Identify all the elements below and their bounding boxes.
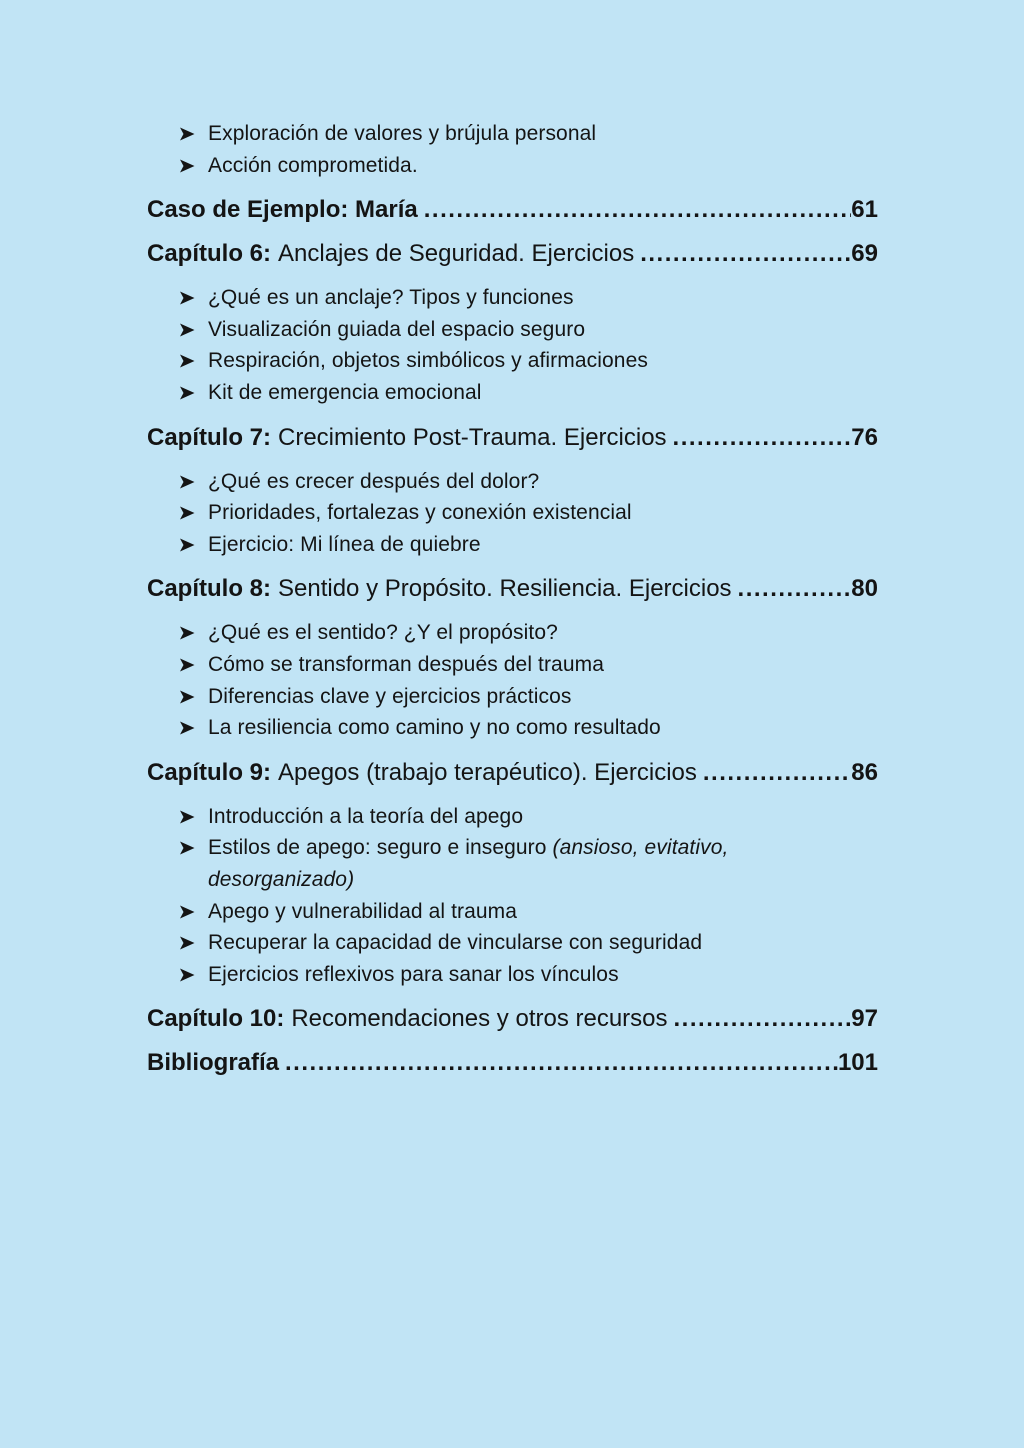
toc-entry-chapter-6	[147, 238, 878, 270]
toc-entry-chapter-9	[147, 757, 878, 789]
bullet-text: Introducción a la teoría del apego	[208, 804, 524, 828]
bullet-text-continuation: desorganizado)	[208, 867, 355, 891]
page-number: 101	[837, 1049, 878, 1077]
chapter-title: Anclajes de Seguridad. Ejercicios	[278, 240, 635, 268]
toc-entry-case-example	[147, 194, 878, 226]
page-number: 80	[851, 575, 878, 603]
arrow-bullet-icon	[179, 506, 195, 520]
toc-entry-chapter-8	[147, 573, 878, 605]
bullet-text: Cómo se transforman después del trauma	[208, 652, 604, 676]
list-item	[179, 832, 878, 895]
list-item	[179, 282, 878, 314]
chapter-6-bullet-list	[147, 282, 878, 408]
arrow-bullet-icon	[179, 968, 195, 982]
list-item	[179, 529, 878, 561]
dot-leader	[668, 1003, 852, 1035]
chapter-title: Recomendaciones y otros recursos	[291, 1005, 668, 1033]
arrow-bullet-icon	[179, 291, 195, 305]
chapter-title: Sentido y Propósito. Resiliencia. Ejercicios	[278, 575, 732, 603]
bullet-text-italic: (ansioso, evitativo,	[552, 836, 729, 860]
bullet-text: ¿Qué es el sentido? ¿Y el propósito?	[208, 621, 558, 645]
bullet-text: Estilos de apego: seguro e inseguro	[208, 836, 553, 860]
arrow-bullet-icon	[179, 690, 195, 704]
arrow-bullet-icon	[179, 658, 195, 672]
bullet-text: La resiliencia como camino y no como resultado	[208, 716, 661, 740]
page-number: 61	[851, 196, 878, 224]
bullet-text: Visualización guiada del espacio seguro	[208, 317, 586, 341]
list-item	[179, 801, 878, 833]
arrow-bullet-icon	[179, 936, 195, 950]
chapter-8-bullet-list	[147, 617, 878, 743]
list-item	[179, 927, 878, 959]
arrow-bullet-icon	[179, 721, 195, 735]
arrow-bullet-icon	[179, 626, 195, 640]
page-number: 97	[851, 1005, 878, 1033]
page-number: 69	[851, 240, 878, 268]
bullet-text: Kit de emergencia emocional	[208, 380, 482, 404]
bullet-text: Prioridades, fortalezas y conexión existencial	[208, 501, 632, 525]
chapter-7-bullet-list	[147, 466, 878, 561]
list-item	[179, 466, 878, 498]
page-number: 86	[851, 758, 878, 786]
dot-leader	[418, 194, 852, 226]
list-item	[179, 118, 878, 150]
bullet-text: Acción comprometida.	[208, 153, 418, 177]
dot-leader	[279, 1047, 838, 1079]
chapter-label: Capítulo 9:	[147, 758, 271, 786]
list-item	[179, 712, 878, 744]
list-item	[179, 959, 878, 991]
table-of-contents	[147, 118, 878, 1079]
bullet-text: Ejercicio: Mi línea de quiebre	[208, 532, 481, 556]
list-item	[179, 649, 878, 681]
arrow-bullet-icon	[179, 323, 195, 337]
chapter-title: Apegos (trabajo terapéutico). Ejercicios	[278, 758, 697, 786]
chapter-9-bullet-list	[147, 801, 878, 991]
arrow-bullet-icon	[179, 159, 195, 173]
arrow-bullet-icon	[179, 386, 195, 400]
list-item	[179, 681, 878, 713]
chapter-label: Capítulo 8:	[147, 575, 271, 603]
list-item	[179, 617, 878, 649]
toc-entry-chapter-10	[147, 1003, 878, 1035]
list-item	[179, 314, 878, 346]
dot-leader	[667, 422, 852, 454]
list-item	[179, 150, 878, 182]
list-item	[179, 896, 878, 928]
list-item	[179, 345, 878, 377]
bullet-text: Diferencias clave y ejercicios prácticos	[208, 684, 572, 708]
list-item	[179, 497, 878, 529]
chapter-label: Capítulo 7:	[147, 423, 271, 451]
bullet-text: ¿Qué es un anclaje? Tipos y funciones	[208, 286, 574, 310]
arrow-bullet-icon	[179, 354, 195, 368]
chapter-label: Capítulo 6:	[147, 240, 271, 268]
entry-label: Bibliografía	[147, 1049, 280, 1077]
arrow-bullet-icon	[179, 810, 195, 824]
arrow-bullet-icon	[179, 475, 195, 489]
chapter-title: Crecimiento Post-Trauma. Ejercicios	[278, 423, 667, 451]
bullet-text: Exploración de valores y brújula personal	[208, 122, 597, 145]
initial-bullet-list	[147, 118, 878, 181]
arrow-bullet-icon	[179, 127, 195, 141]
entry-label: Caso de Ejemplo: María	[147, 196, 418, 224]
bullet-text: Ejercicios reflexivos para sanar los vínculos	[208, 962, 619, 986]
dot-leader	[732, 573, 852, 605]
bullet-text: Respiración, objetos simbólicos y afirmaciones	[208, 349, 648, 373]
arrow-bullet-icon	[179, 841, 195, 855]
chapter-label: Capítulo 10:	[147, 1005, 285, 1033]
page-number: 76	[851, 423, 878, 451]
dot-leader	[634, 238, 851, 270]
list-item	[179, 377, 878, 409]
bullet-text: ¿Qué es crecer después del dolor?	[208, 469, 540, 493]
toc-entry-bibliography	[147, 1047, 878, 1079]
arrow-bullet-icon	[179, 538, 195, 552]
dot-leader	[697, 757, 851, 789]
toc-entry-chapter-7	[147, 422, 878, 454]
bullet-text: Apego y vulnerabilidad al trauma	[208, 899, 518, 923]
bullet-text: Recuperar la capacidad de vincularse con seguridad	[208, 931, 703, 955]
arrow-bullet-icon	[179, 905, 195, 919]
